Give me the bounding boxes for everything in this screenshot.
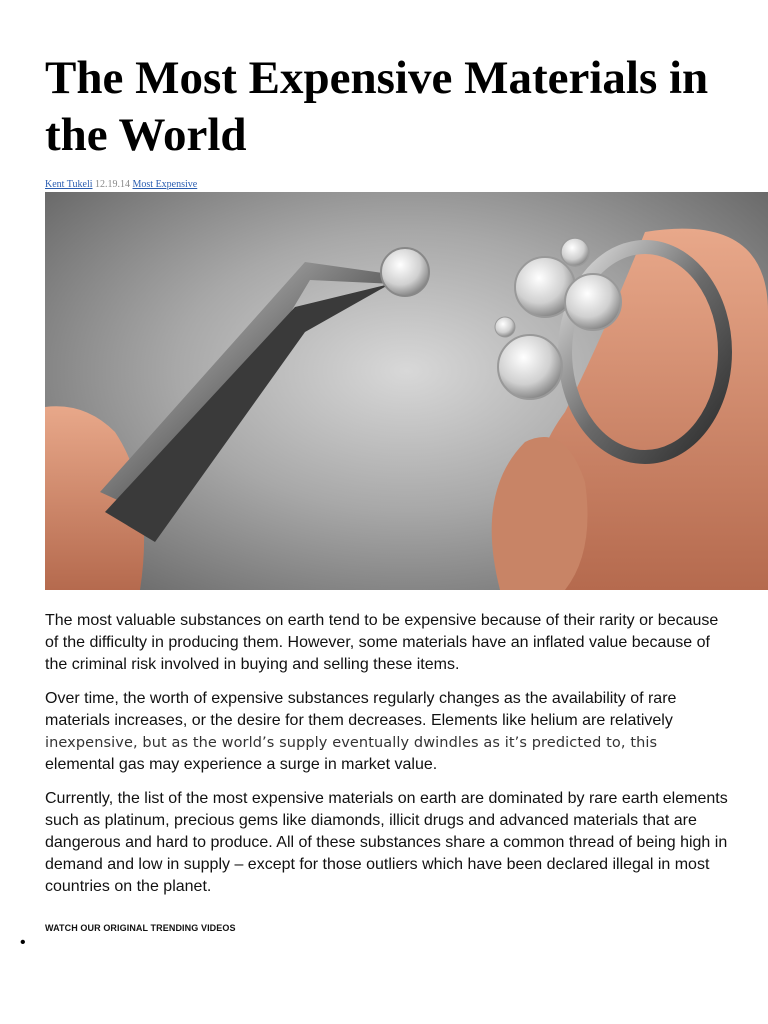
author-link[interactable]: Kent Tukeli	[45, 179, 93, 190]
loose-diamond	[381, 248, 429, 296]
article-body	[45, 610, 735, 910]
article-meta	[45, 179, 197, 190]
article-title: The Most Expensive Materials in the World	[45, 52, 709, 161]
publish-date: 12.19.14	[95, 179, 131, 190]
paragraph: Currently, the list of the most expensive materials on earth are dominated by rare earth elements such as platinum, precious gems like diamonds, illicit drugs and advanced materials that are dangerous and hard to produce. All of these substances share a common thread of being high in demand and low in supply – except for those outliers which have been declared illegal in most countries on the planet.	[45, 790, 728, 895]
diamond-ring-illustration	[45, 192, 768, 590]
hero-image	[45, 192, 768, 590]
paragraph: The most valuable substances on earth tend to be expensive because of their rarity or because of the difficulty in producing them. However, some materials have an inflated value because of the criminal risk involved in buying and selling these items.	[45, 612, 719, 673]
watch-videos-heading: WATCH OUR ORIGINAL TRENDING VIDEOS	[45, 923, 236, 933]
list-bullet: •	[20, 934, 26, 951]
category-link[interactable]: Most Expensive	[132, 179, 198, 190]
paragraph: Over time, the worth of expensive substances regularly changes as the availability of rare materials increases, or the desire for them decreases. Elements like helium are relatively inexpensive, but as the world’s supply eventually dwindles as it’s predicted to, this elemental gas may experience a surge in market value.	[45, 690, 677, 773]
